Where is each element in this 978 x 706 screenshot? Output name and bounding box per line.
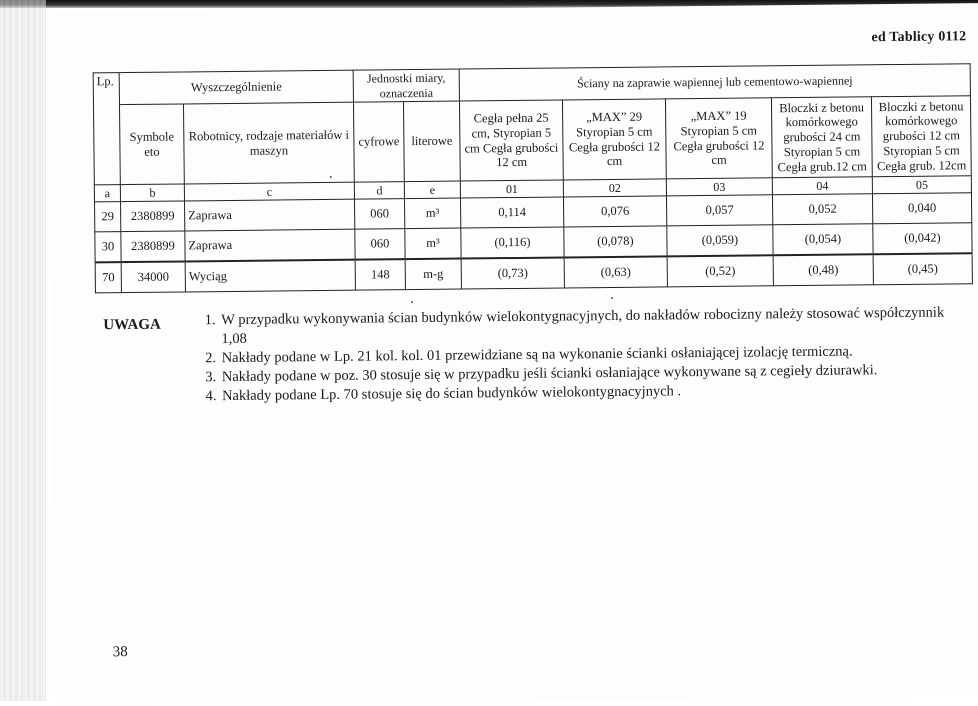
header-jednostki: Jednostki miary, oznaczenia (353, 69, 459, 102)
letter-cell: 02 (563, 179, 666, 197)
header-col-01: Cegła pełna 25 cm, Styropian 5 cm Cegła grubości 12 cm (459, 100, 563, 181)
letter-cell: 01 (460, 180, 563, 198)
row-value-05: (0,042) (873, 223, 972, 255)
row-lp: 29 (95, 202, 121, 232)
letter-cell: 05 (872, 176, 971, 194)
note-item: 4. Nakłady podane Lp. 70 stosuje się do ścian budynków wielokontygnacyjnych . (220, 379, 950, 406)
row-value-01: (0,73) (461, 258, 564, 290)
scan-speck (330, 176, 332, 178)
header-wyszczegolnienie: Wyszczególnienie (119, 70, 353, 104)
row-value-01: (0,116) (461, 227, 564, 259)
running-head: ed Tablicy 0112 (871, 29, 967, 46)
book-spine-edge (0, 0, 46, 701)
letter-cell: a (94, 185, 120, 202)
row-value-04: (0,054) (773, 224, 873, 256)
letter-cell: 03 (666, 178, 772, 196)
row-symbol: 2380899 (121, 201, 185, 232)
row-name: Wyciąg (185, 260, 355, 292)
note-item: 2. Nakłady podane w Lp. 21 kol. kol. 01 przewidziane są na wykonanie ścianki osłaniającej izolację termiczną. (220, 341, 950, 368)
header-col-03: „MAX” 19 Styropian 5 cm Cegła grubości 12 cm (665, 98, 772, 179)
note-item: 3. Nakłady podane w poz. 30 stosuje się w przypadku jeśli ścianki osłaniające wykonywane są z cegieły dziurawki. (220, 360, 950, 387)
row-cyfrowe: 060 (355, 229, 405, 260)
scan-speck (611, 297, 613, 299)
norms-table (93, 63, 973, 293)
row-value-04: 0,052 (772, 194, 872, 225)
scan-speck (411, 301, 413, 303)
row-value-02: (0,63) (564, 257, 667, 289)
row-value-04: (0,48) (773, 254, 873, 286)
header-col-02: „MAX” 29 Styropian 5 cm Cegła grubości 12 cm (562, 99, 666, 180)
row-name: Zaprawa (185, 199, 355, 231)
letter-cell: c (184, 182, 354, 201)
row-symbol: 34000 (121, 262, 185, 293)
row-value-03: (0,52) (667, 255, 773, 287)
row-value-02: (0,078) (564, 226, 667, 258)
row-literowe: m³ (404, 198, 460, 229)
row-value-01: 0,114 (460, 197, 563, 228)
row-literowe: m-g (405, 259, 461, 290)
letter-cell: e (404, 181, 460, 199)
letter-cell: 04 (772, 177, 872, 195)
row-cyfrowe: 060 (354, 199, 404, 230)
row-value-02: 0,076 (563, 196, 666, 227)
uwaga-label: UWAGA (103, 316, 161, 334)
row-value-05: 0,040 (872, 193, 971, 224)
row-value-03: 0,057 (666, 195, 772, 226)
row-symbol: 2380899 (121, 231, 185, 262)
header-robotnicy: Robotnicy, rodzaje materiałów i maszyn (183, 102, 354, 184)
row-lp: 30 (95, 232, 121, 263)
header-sciany: Ściany na zaprawie wapiennej lub cementowo-wapiennej (459, 64, 970, 101)
header-literowe: literowe (403, 101, 460, 182)
header-row-2 (93, 96, 971, 185)
row-name: Zaprawa (185, 229, 355, 261)
header-symbole: Symbole eto (119, 104, 184, 185)
notes-list (201, 303, 950, 406)
row-literowe: m³ (405, 228, 461, 259)
letter-cell: d (354, 182, 404, 200)
row-cyfrowe: 148 (355, 259, 405, 290)
document-page (48, 3, 978, 706)
header-col-04: Bloczki z betonu komórkowego grubości 24 cm Styropian 5 cm Cegła grub.12 cm (771, 97, 872, 178)
note-item: 1. W przypadku wykonywania ścian budynków wielokontygnacyjnych, do nakładów robocizny należy stosować współczynnik 1,08 (219, 303, 949, 349)
header-lp: Lp. (93, 73, 120, 185)
page-number: 38 (112, 644, 128, 661)
letter-cell: b (120, 184, 184, 202)
header-cyfrowe: cyfrowe (353, 102, 404, 183)
row-value-03: (0,059) (667, 225, 773, 257)
row-lp: 70 (95, 262, 121, 293)
header-col-05: Bloczki z betonu komórkowego grubości 12 cm Styropian 5 cm Cegła grub. 12cm (871, 96, 971, 177)
row-value-05: (0,45) (873, 253, 972, 285)
